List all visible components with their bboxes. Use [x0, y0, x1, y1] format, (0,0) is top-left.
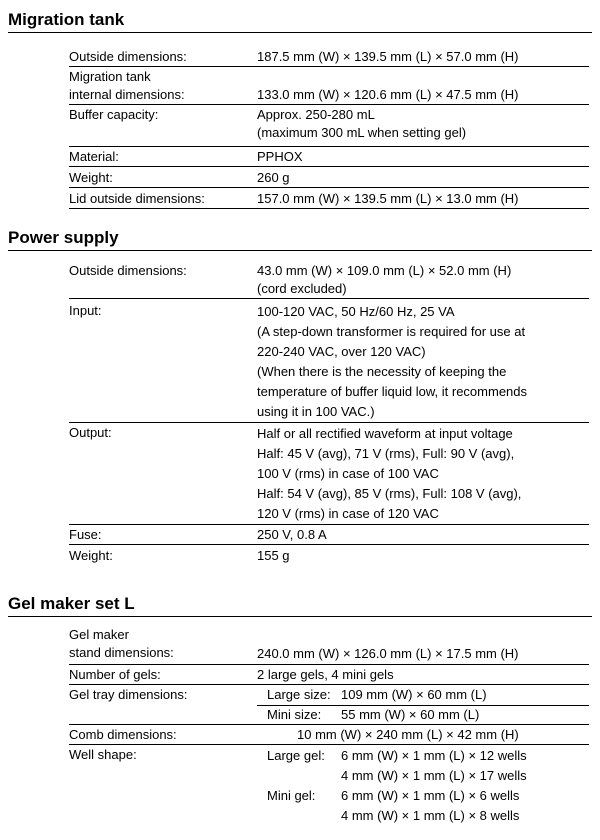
spec-value: 133.0 mm (W) × 120.6 mm (L) × 47.5 mm (H) — [257, 87, 519, 102]
spec-label: Well shape: — [69, 747, 137, 762]
spec-value: (When there is the necessity of keeping the — [257, 364, 507, 379]
spec-label: Lid outside dimensions: — [69, 191, 205, 206]
spec-sublabel: Mini gel: — [267, 788, 316, 803]
spec-value: temperature of buffer liquid low, it recommends — [257, 384, 528, 399]
spec-row-input — [69, 302, 589, 423]
spec-value: PPHOX — [257, 149, 303, 164]
spec-value: 155 g — [257, 548, 290, 563]
spec-label: Material: — [69, 149, 119, 164]
spec-row-buffer-capacity — [69, 106, 589, 147]
spec-label: Buffer capacity: — [69, 107, 159, 122]
spec-value: 120 V (rms) in case of 120 VAC — [257, 506, 439, 521]
spec-row-weight — [69, 169, 589, 188]
spec-row-material — [69, 148, 589, 167]
spec-row-stand-dimensions — [69, 626, 589, 665]
spec-value: Half: 54 V (avg), 85 V (rms), Full: 108 V (avg), — [257, 486, 522, 501]
spec-value: 4 mm (W) × 1 mm (L) × 8 wells — [341, 808, 520, 823]
spec-label: Number of gels: — [69, 667, 161, 682]
spec-value: Half or all rectified waveform at input voltage — [257, 426, 513, 441]
spec-label: Output: — [69, 425, 112, 440]
spec-row-number-of-gels — [69, 666, 589, 685]
spec-value: 157.0 mm (W) × 139.5 mm (L) × 13.0 mm (H) — [257, 191, 519, 206]
spec-row-fuse — [69, 526, 589, 545]
spec-sublabel: Large gel: — [267, 748, 325, 763]
spec-row-outside-dimensions — [69, 48, 589, 67]
spec-row-lid-outside-dimensions — [69, 190, 589, 209]
spec-value: using it in 100 VAC.) — [257, 404, 375, 419]
spec-label: Outside dimensions: — [69, 263, 187, 278]
spec-value: 260 g — [257, 170, 290, 185]
spec-label: Gel tray dimensions: — [69, 687, 188, 702]
spec-value: (maximum 300 mL when setting gel) — [257, 125, 467, 140]
spec-value: (cord excluded) — [257, 281, 347, 296]
spec-label: Weight: — [69, 170, 113, 185]
spec-value: 100-120 VAC, 50 Hz/60 Hz, 25 VA — [257, 304, 455, 319]
spec-value: 4 mm (W) × 1 mm (L) × 17 wells — [341, 768, 527, 783]
spec-value: 2 large gels, 4 mini gels — [257, 667, 394, 682]
spec-row-ps-outside-dimensions — [69, 262, 589, 299]
spec-value: Half: 45 V (avg), 71 V (rms), Full: 90 V (avg), — [257, 446, 515, 461]
spec-value: 220-240 VAC, over 120 VAC) — [257, 344, 426, 359]
spec-value: Approx. 250-280 mL — [257, 107, 375, 122]
spec-value: 100 V (rms) in case of 100 VAC — [257, 466, 439, 481]
spec-label: Comb dimensions: — [69, 727, 177, 742]
spec-row-gel-tray-dimensions — [69, 686, 589, 725]
spec-label: stand dimensions: — [69, 645, 174, 660]
spec-value: 43.0 mm (W) × 109.0 mm (L) × 52.0 mm (H) — [257, 263, 512, 278]
section-title-migration-tank: Migration tank — [8, 10, 592, 33]
spec-row-ps-weight — [69, 547, 589, 565]
spec-value: 240.0 mm (W) × 126.0 mm (L) × 17.5 mm (H) — [257, 646, 519, 661]
section-title-gel-maker-set: Gel maker set L — [8, 594, 592, 617]
spec-value: 187.5 mm (W) × 139.5 mm (L) × 57.0 mm (H) — [257, 49, 519, 64]
spec-label: Gel maker — [69, 627, 129, 642]
spec-label: Weight: — [69, 548, 113, 563]
spec-value: 250 V, 0.8 A — [257, 527, 327, 542]
spec-value: 6 mm (W) × 1 mm (L) × 6 wells — [341, 788, 520, 803]
spec-value: 109 mm (W) × 60 mm (L) — [341, 687, 487, 702]
spec-label: Input: — [69, 303, 102, 318]
spec-label: Fuse: — [69, 527, 102, 542]
spec-row-output — [69, 424, 589, 525]
spec-value: 55 mm (W) × 60 mm (L) — [341, 707, 480, 722]
spec-label: Migration tank — [69, 69, 151, 84]
spec-label: Outside dimensions: — [69, 49, 187, 64]
spec-value: 10 mm (W) × 240 mm (L) × 42 mm (H) — [297, 727, 519, 742]
spec-label: internal dimensions: — [69, 87, 185, 102]
spec-sublabel: Mini size: — [267, 707, 322, 722]
spec-value: 6 mm (W) × 1 mm (L) × 12 wells — [341, 748, 527, 763]
spec-row-well-shape — [69, 746, 589, 828]
spec-row-internal-dimensions — [69, 68, 589, 105]
section-title-power-supply: Power supply — [8, 228, 592, 251]
spec-sublabel: Large size: — [267, 687, 331, 702]
spec-row-comb-dimensions — [69, 726, 589, 745]
spec-value: (A step-down transformer is required for use at — [257, 324, 526, 339]
